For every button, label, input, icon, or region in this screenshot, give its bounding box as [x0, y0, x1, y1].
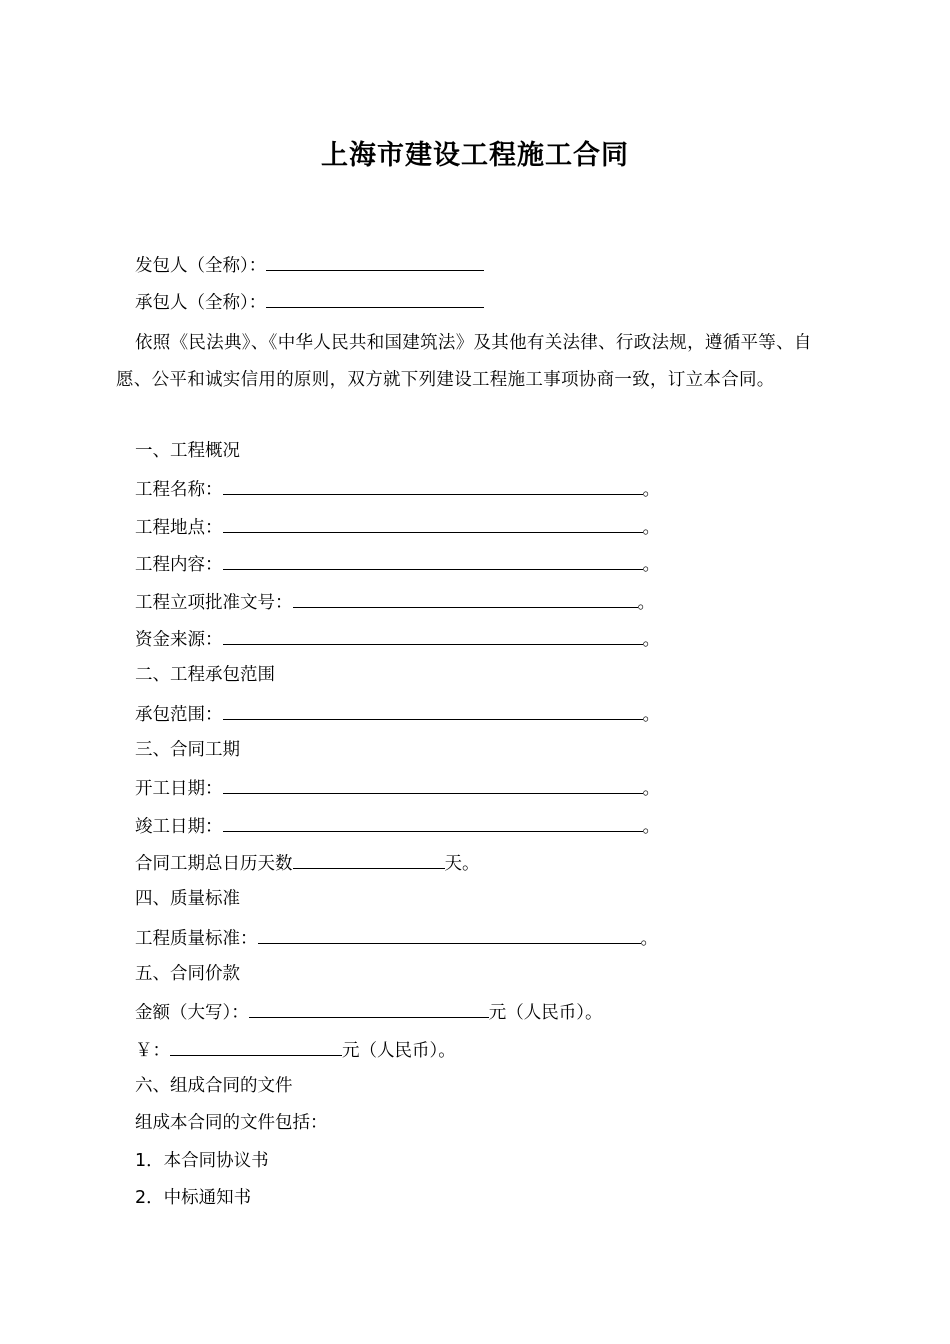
document-item-2: 2．中标通知书 — [135, 1188, 252, 1208]
quality-standard-blank[interactable] — [258, 925, 641, 944]
completion-date-line — [135, 813, 660, 839]
section-6-heading: 六、组成合同的文件 — [135, 1076, 293, 1096]
amount-cn-label: 金额（大写）： — [135, 1003, 249, 1023]
funding-source-blank[interactable] — [223, 626, 643, 645]
contractor-line — [135, 289, 484, 315]
amount-cn-suffix: 元（人民币）。 — [488, 1003, 603, 1023]
completion-date-blank[interactable] — [223, 813, 643, 832]
start-date-blank[interactable] — [223, 775, 643, 794]
amount-num-line — [135, 1037, 456, 1063]
project-content-label: 工程内容： — [135, 555, 223, 575]
approval-number-line — [135, 589, 655, 615]
project-location-line — [135, 514, 660, 540]
total-days-blank[interactable] — [293, 850, 445, 869]
quality-standard-label: 工程质量标准： — [135, 929, 258, 949]
period-mark: 。 — [642, 480, 660, 500]
approval-number-label: 工程立项批准文号： — [135, 593, 293, 613]
project-name-line — [135, 476, 660, 502]
total-days-line — [135, 850, 480, 876]
section-2-heading: 二、工程承包范围 — [135, 665, 275, 685]
project-location-blank[interactable] — [223, 514, 643, 533]
quality-standard-line — [135, 925, 658, 951]
project-location-label: 工程地点： — [135, 518, 223, 538]
document-title: 上海市建设工程施工合同 — [321, 140, 629, 171]
project-name-label: 工程名称： — [135, 480, 223, 500]
scope-line — [135, 701, 660, 727]
total-days-prefix: 合同工期总日历天数 — [135, 854, 293, 874]
period-mark: 。 — [642, 518, 660, 538]
section-5-heading: 五、合同价款 — [135, 964, 240, 984]
amount-num-label: ￥： — [135, 1041, 170, 1061]
period-mark: 。 — [640, 929, 658, 949]
funding-source-label: 资金来源： — [135, 630, 223, 650]
project-content-blank[interactable] — [223, 551, 643, 570]
amount-num-suffix: 元（人民币）。 — [342, 1041, 456, 1061]
period-mark: 。 — [642, 705, 660, 725]
approval-number-blank[interactable] — [293, 589, 638, 608]
project-content-line — [135, 551, 660, 577]
documents-intro: 组成本合同的文件包括： — [135, 1113, 328, 1133]
funding-source-line — [135, 626, 660, 652]
employer-line — [135, 252, 484, 278]
contractor-name-blank[interactable] — [266, 289, 484, 308]
preamble-paragraph: 依照《民法典》、《中华人民共和国建筑法》及其他有关法律、行政法规，遵循平等、自愿、公平和诚实信用的原则，双方就下列建设工程施工事项协商一致，订立本合同。 — [116, 333, 812, 391]
total-days-suffix: 天。 — [444, 854, 480, 874]
start-date-line — [135, 775, 660, 801]
period-mark: 。 — [642, 779, 660, 799]
document-item-1: 1．本合同协议书 — [135, 1151, 269, 1171]
scope-label: 承包范围： — [135, 705, 223, 725]
contractor-label: 承包人（全称）： — [135, 293, 267, 313]
completion-date-label: 竣工日期： — [135, 817, 223, 837]
start-date-label: 开工日期： — [135, 779, 223, 799]
period-mark: 。 — [637, 593, 655, 613]
amount-cn-blank[interactable] — [249, 999, 489, 1018]
section-4-heading: 四、质量标准 — [135, 889, 240, 909]
project-name-blank[interactable] — [223, 476, 643, 495]
period-mark: 。 — [642, 555, 660, 575]
period-mark: 。 — [642, 817, 660, 837]
section-3-heading: 三、合同工期 — [135, 740, 240, 760]
period-mark: 。 — [642, 630, 660, 650]
amount-num-blank[interactable] — [170, 1037, 342, 1056]
scope-blank[interactable] — [223, 701, 643, 720]
section-1-heading: 一、工程概况 — [135, 441, 240, 461]
employer-label: 发包人（全称）： — [135, 256, 267, 276]
employer-name-blank[interactable] — [266, 252, 484, 271]
amount-cn-line — [135, 999, 603, 1025]
